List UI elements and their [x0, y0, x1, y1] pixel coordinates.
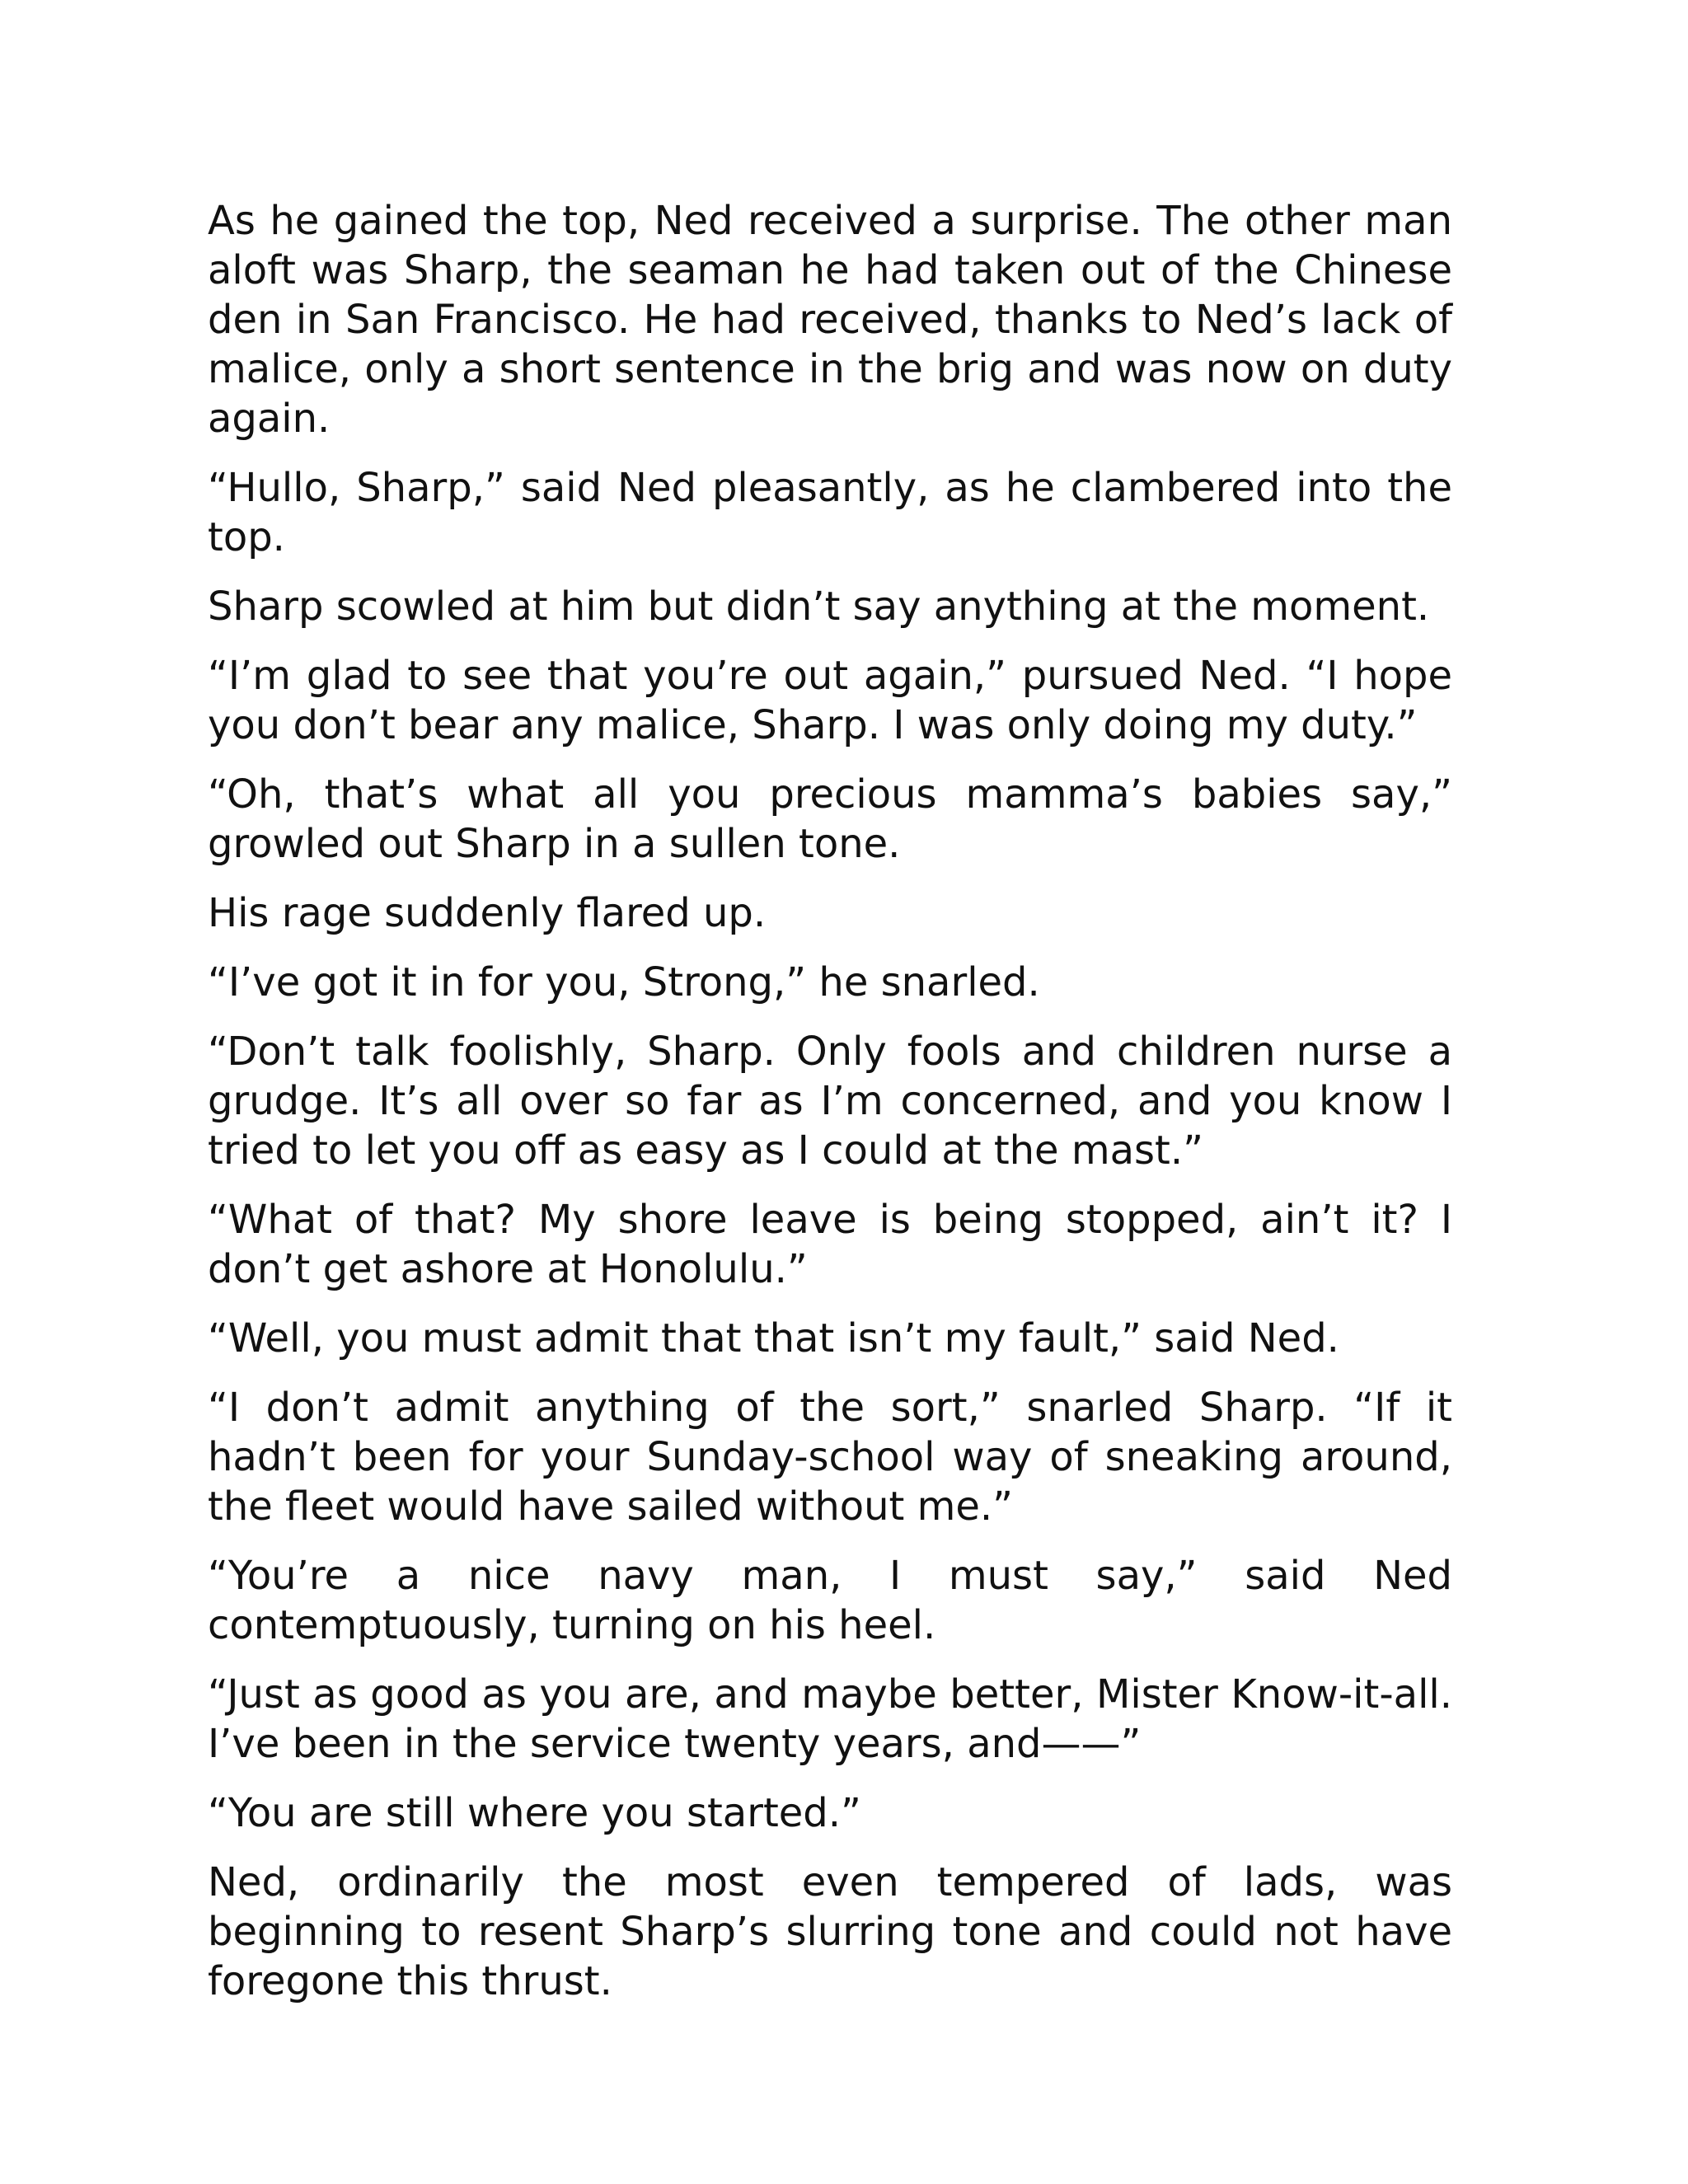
paragraph-4: “I’m glad to see that you’re out again,” pursued Ned. “I hope you don’t bear any malice, Sharp. I was only doing my duty.”	[208, 653, 1452, 748]
paragraph-1: As he gained the top, Ned received a surprise. The other man aloft was Sharp, the seaman he had taken out of the Chinese den in San Francisco. He had received, thanks to Ned’s lack of malice, only a short sentence in the brig and was now on duty again.	[208, 198, 1452, 442]
paragraph-7: “I’ve got it in for you, Strong,” he snarled.	[208, 959, 1040, 1005]
paragraph-11: “I don’t admit anything of the sort,” snarled Sharp. “If it hadn’t been for your Sunday-school way of sneaking around, the fleet would have sailed without me.”	[208, 1385, 1452, 1530]
paragraph-5: “Oh, that’s what all you precious mamma’s babies say,” growled out Sharp in a sullen tone.	[208, 771, 1452, 867]
paragraph-13: “Just as good as you are, and maybe better, Mister Know-it-all. I’ve been in the service twenty years, and——”	[208, 1671, 1452, 1767]
paragraph-8: “Don’t talk foolishly, Sharp. Only fools and children nurse a grudge. It’s all over so far as I’m concerned, and you know I tried to let you off as easy as I could at the mast.”	[208, 1029, 1452, 1174]
paragraph-15: Ned, ordinarily the most even tempered of lads, was beginning to resent Sharp’s slurring tone and could not have foregone this thrust.	[208, 1859, 1452, 2004]
paragraph-3: Sharp scowled at him but didn’t say anything at the moment.	[208, 583, 1430, 630]
paragraph-14: “You are still where you started.”	[208, 1790, 861, 1836]
document-page	[208, 196, 1452, 2026]
paragraph-12: “You’re a nice navy man, I must say,” said Ned contemptuously, turning on his heel.	[208, 1553, 1452, 1648]
paragraph-9: “What of that? My shore leave is being stopped, ain’t it? I don’t get ashore at Honolulu.”	[208, 1197, 1452, 1292]
paragraph-10: “Well, you must admit that that isn’t my fault,” said Ned.	[208, 1315, 1339, 1361]
paragraph-2: “Hullo, Sharp,” said Ned pleasantly, as he clambered into the top.	[208, 465, 1452, 560]
paragraph-6: His rage suddenly flared up.	[208, 890, 767, 936]
